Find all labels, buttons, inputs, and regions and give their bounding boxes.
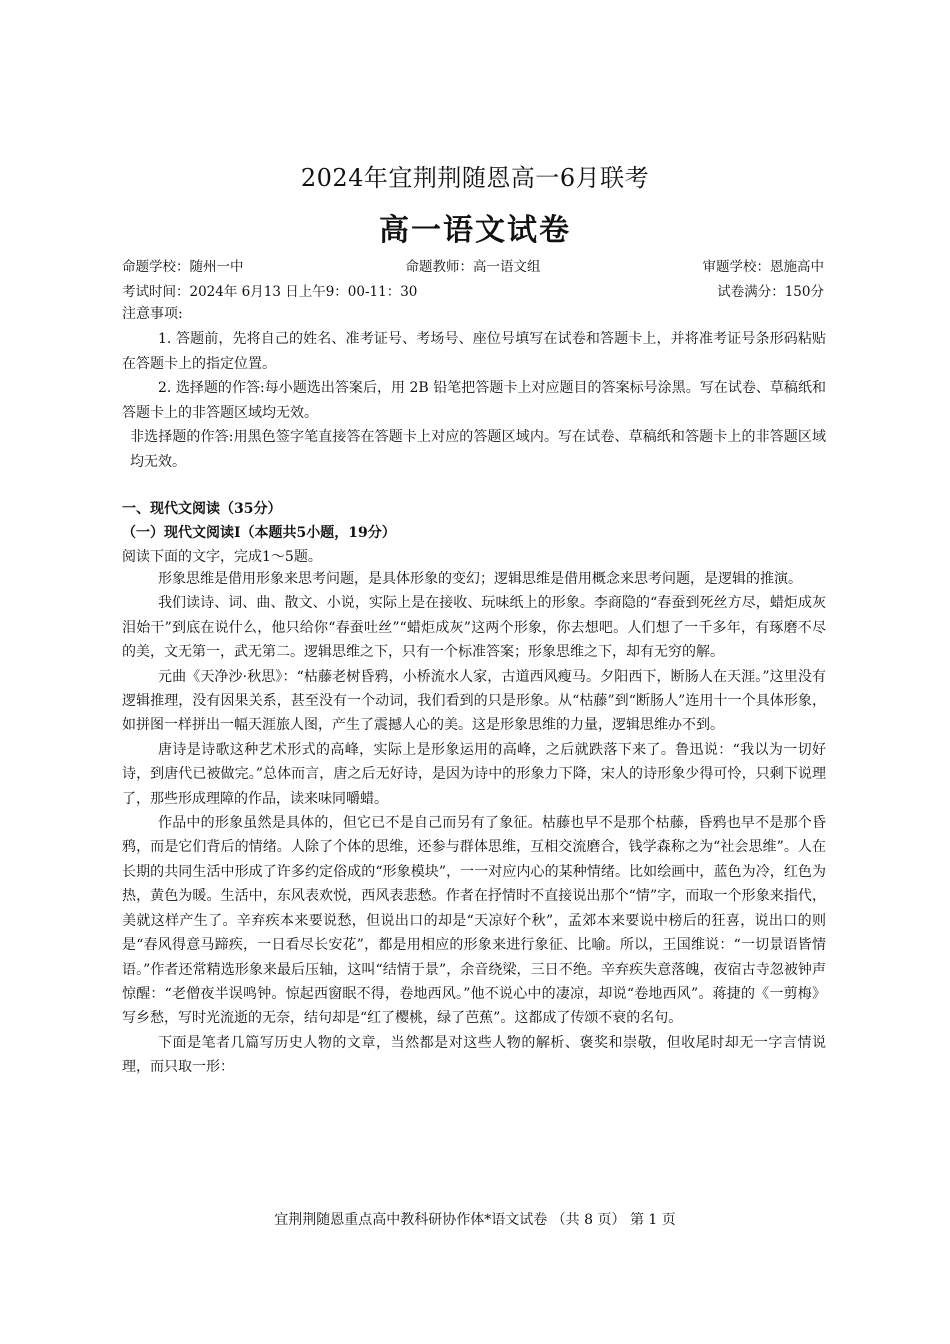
passage-paragraph-6: 下面是笔者几篇写历史人物的文章，当然都是对这些人物的解析、褒奖和崇敬，但收尾时却无一字言情说理，而只取一形： bbox=[122, 1034, 826, 1076]
exam-title: 2024年宜荆荆随恩高一6月联考 bbox=[300, 164, 650, 192]
passage-paragraph-3: 元曲《天净沙·秋思》：“枯藤老树昏鸦，小桥流水人家，古道西风瘦马。夕阳西下，断肠人在天涯。”这里没有逻辑推理，没有因果关系，甚至没有一个动词，我们看到的只是形象。从“枯藤”到“断肠人”连用十一个具体形象，如拼图一样拼出一幅天涯旅人图，产生了震撼人心的美。这是形象思维的力量，逻辑思维办不到。 bbox=[122, 668, 826, 734]
passage-paragraph-4: 唐诗是诗歌这种艺术形式的高峰，实际上是形象运用的高峰，之后就跌落下来了。鲁迅说：“我以为一切好诗，到唐代已被做完。”总体而言，唐之后无好诗，是因为诗中的形象力下降，宋人的诗形象少得可怜，只剩下说理了，那些形成理障的作品，读来味同嚼蜡。 bbox=[122, 741, 826, 807]
page-footer: 宜荆荆随恩重点高中教科研协作体*语文试卷 （共 8 页） 第 1 页 bbox=[274, 1212, 676, 1228]
note-item-2: 2. 选择题的作答:每小题选出答案后，用 2B 铅笔把答题卡上对应题目的答案标号涂黑。写在试卷、草稿纸和答题卡上的非答题区域均无效。 bbox=[122, 380, 826, 421]
note-item-3: 非选择题的作答:用黑色签字笔直接答在答题卡上对应的答题区域内。写在试卷、草稿纸和答题卡上的非答题区域均无效。 bbox=[130, 429, 826, 470]
meta-time: 考试时间：2024年 6月13 日上午9：00-11：30 bbox=[122, 284, 418, 300]
sub-section-heading: （一）现代文阅读I（本题共5小题，19分） bbox=[122, 525, 396, 541]
note-item-1: 1. 答题前，先将自己的姓名、准考证号、考场号、座位号填写在试卷和答题卡上，并将准考证号条形码粘贴在答题卡上的指定位置。 bbox=[122, 331, 826, 372]
meta-teacher: 命题教师：高一语文组 bbox=[405, 259, 541, 275]
reading-instruction: 阅读下面的文字，完成1～5题。 bbox=[122, 549, 322, 565]
section-heading: 一、现代文阅读（35分） bbox=[122, 501, 282, 517]
meta-score: 试卷满分：150分 bbox=[717, 284, 824, 300]
passage-paragraph-2: 我们读诗、词、曲、散文、小说，实际上是在接收、玩味纸上的形象。李商隐的“春蚕到死丝方尽，蜡炬成灰泪始干”到底在说什么，他只给你“春蚕吐丝”“蜡炬成灰”这两个形象，你去想吧。人们想了一千多年，有琢磨不尽的美，文无第一，武无第二。逻辑思维之下，只有一个标准答案；形象思维之下，却有无穷的解。 bbox=[122, 595, 826, 661]
meta-reviewer: 审题学校：恩施高中 bbox=[702, 259, 824, 275]
passage-paragraph-5: 作品中的形象虽然是具体的，但它已不是自己而另有了象征。枯藤也早不是那个枯藤，昏鸦也早不是那个昏鸦，而是它们背后的情绪。人除了个体的思维，还参与群体思维，互相交流磨合，钱学森称之为“社会思维”。人在长期的共同生活中形成了许多约定俗成的“形象模块”，一一对应内心的某种情绪。比如绘画中，蓝色为冷，红色为热，黄色为暖。生活中，东风表欢悦，西风表悲愁。作者在抒情时不直接说出那个“情”字，而取一个形象来指代，美就这样产生了。辛弃疾本来要说愁，但说出口的却是“天凉好个秋”，孟郊本来要说中榜后的狂喜，说出口的则是“春风得意马蹄疾，一日看尽长安花”，都是用相应的形象来进行象征、比喻。所以，王国维说：“一切景语皆情语。”作者还常精选形象来最后压轴，这叫“结情于景”，余音绕梁，三日不绝。辛弃疾失意落魄，夜宿古寺忽被钟声惊醒：“老僧夜半误鸣钟。惊起西窗眠不得，卷地西风。”他不说心中的凄凉，却说“卷地西风”。蒋捷的《一剪梅》写乡愁，写时光流逝的无奈，结句却是“红了樱桃，绿了芭蕉”。这都成了传颂不衰的名句。 bbox=[122, 815, 826, 1027]
reading-passage bbox=[122, 567, 826, 1080]
meta-school: 命题学校：随州一中 bbox=[122, 259, 244, 275]
notes-heading: 注意事项: bbox=[122, 306, 183, 322]
meta-row-authors bbox=[122, 255, 824, 275]
meta-row-time bbox=[122, 280, 824, 300]
exam-subtitle: 高一语文试卷 bbox=[379, 213, 571, 248]
passage-paragraph-1: 形象思维是借用形象来思考问题，是具体形象的变幻；逻辑思维是借用概念来思考问题，是逻辑的推演。 bbox=[158, 571, 802, 587]
